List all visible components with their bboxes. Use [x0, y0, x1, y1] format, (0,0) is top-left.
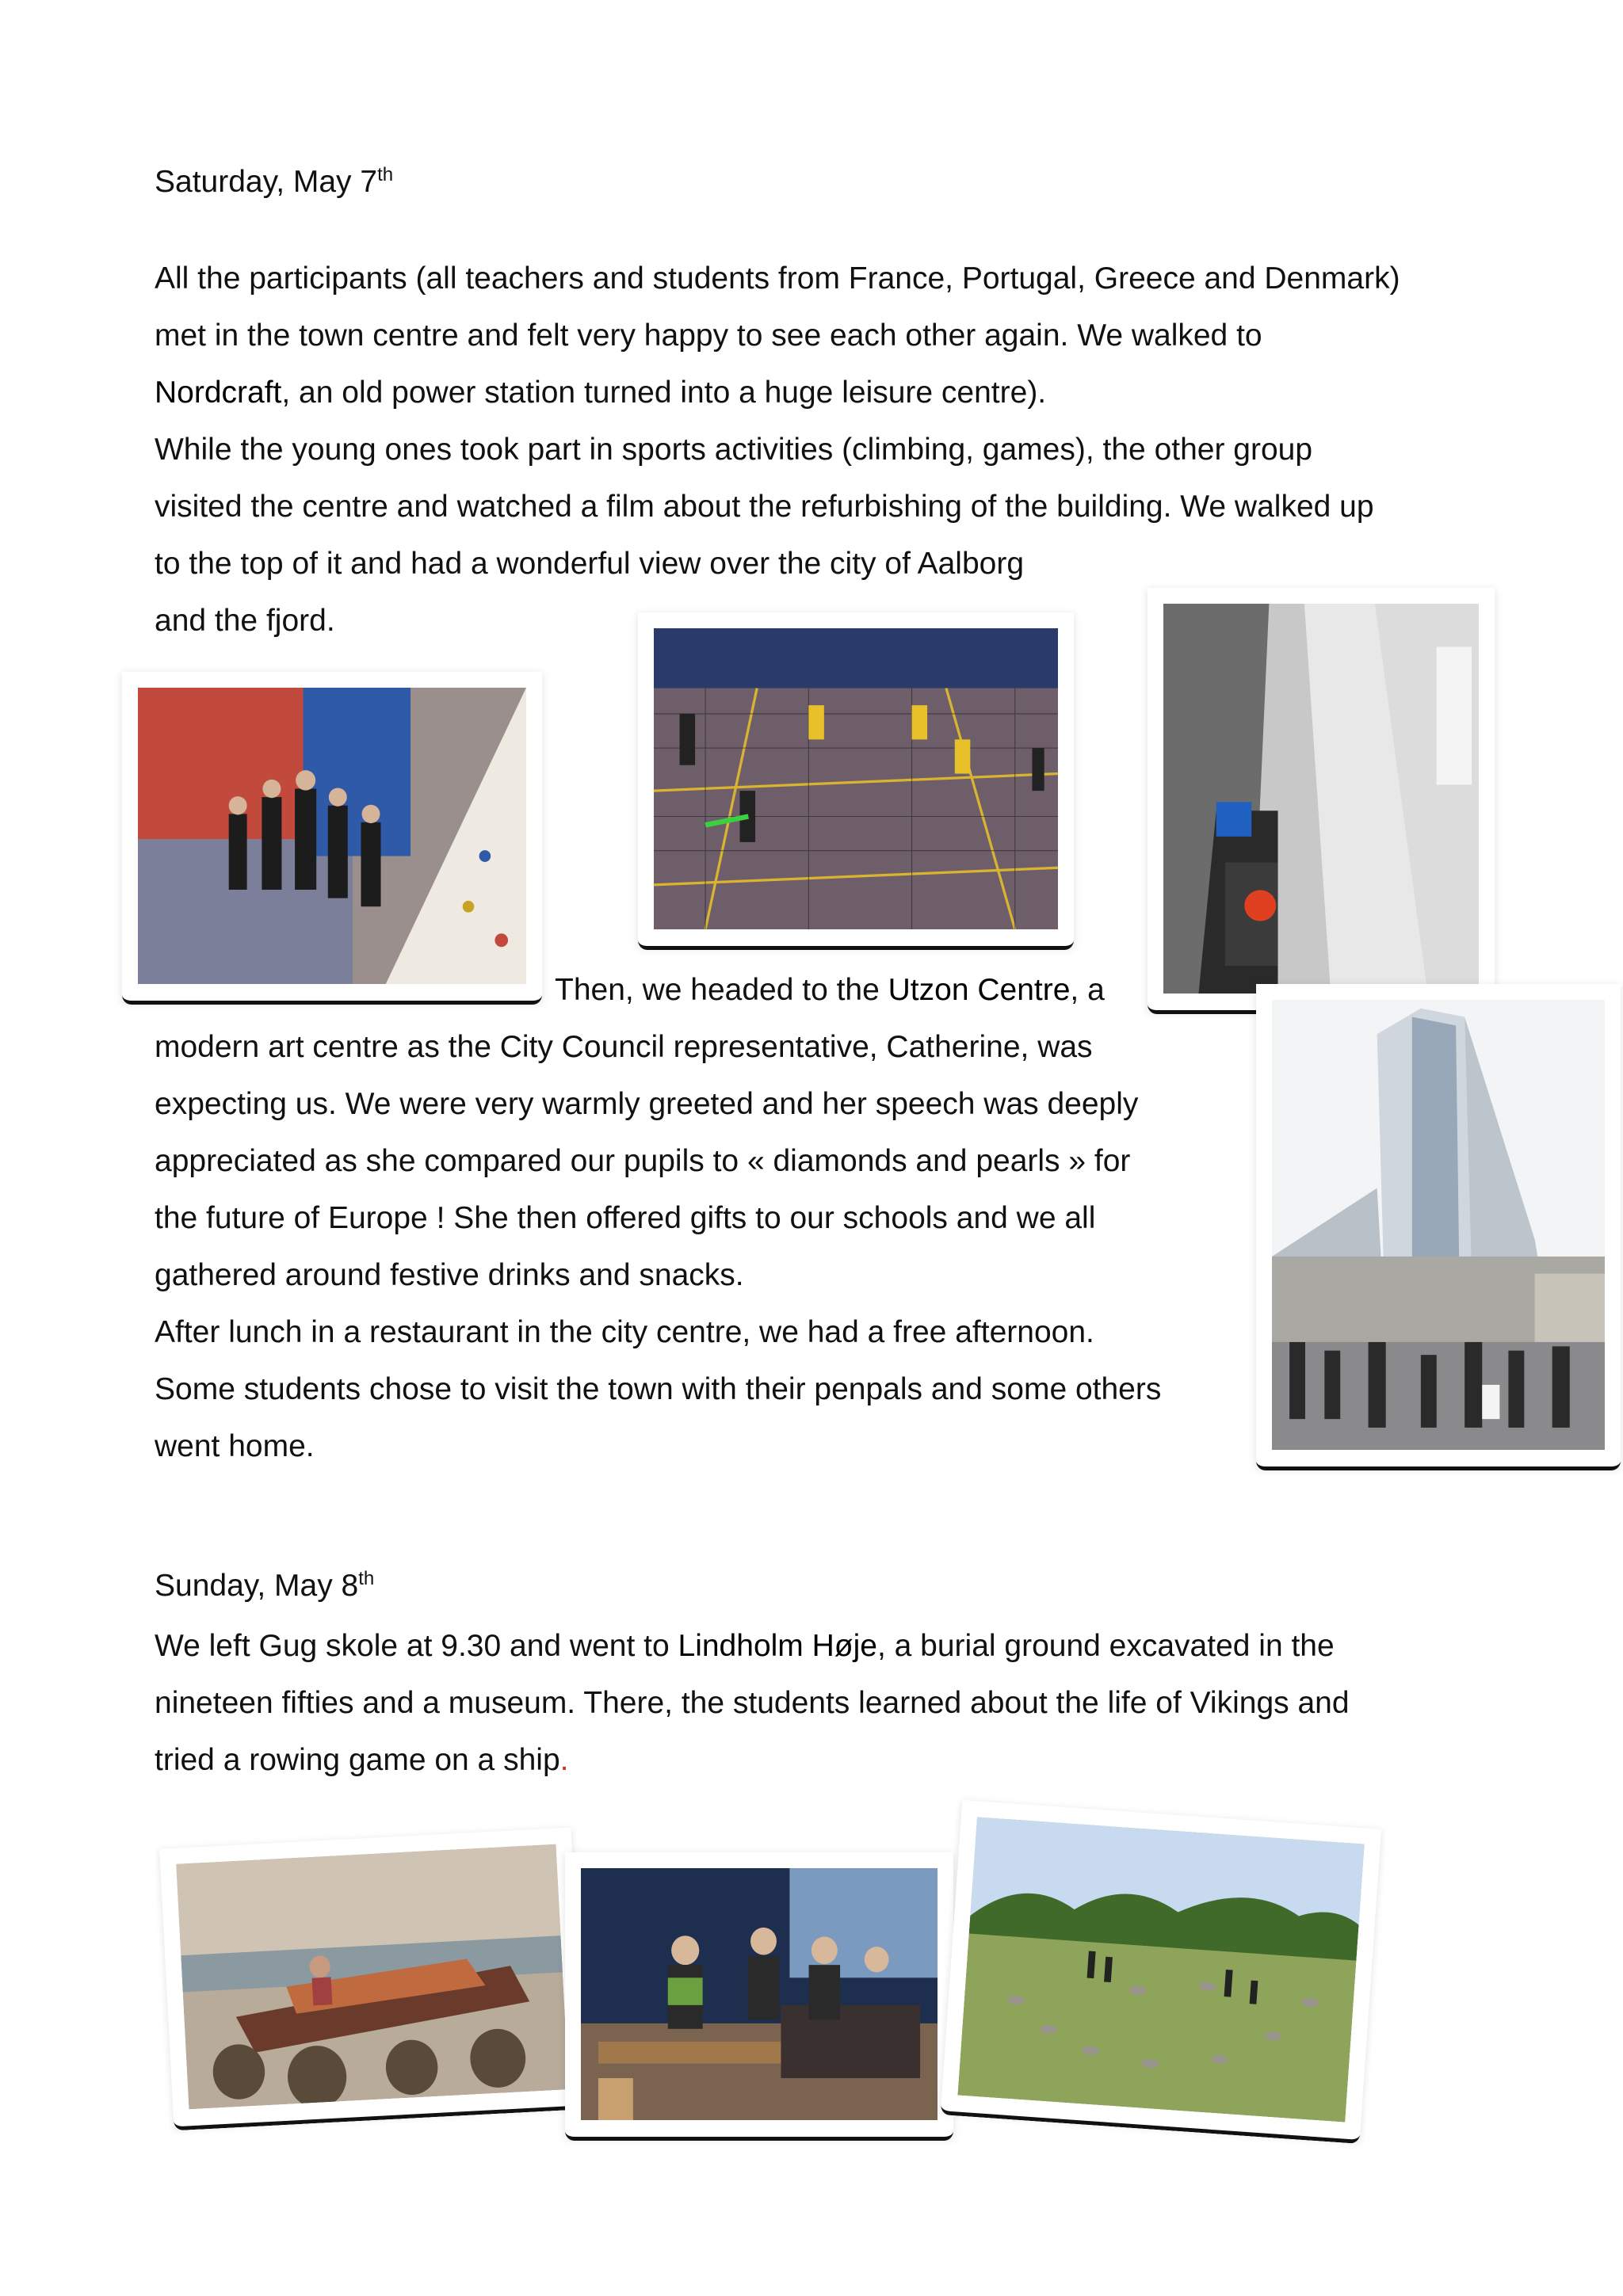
- nordcraft-name: Nordcraft: [155, 376, 282, 410]
- utzon-centre-name: Utzon Centre: [888, 973, 1071, 1007]
- saturday-para2-line-6: gathered around festive drinks and snacks.: [155, 1258, 744, 1292]
- saturday-para2-line-7: After lunch in a restaurant in the city centre, we had a free afternoon.: [155, 1315, 1094, 1349]
- viking-exhibit-image: [176, 1844, 569, 2110]
- saturday-line-4: While the young ones took part in sports activities (climbing, games), the other group: [155, 433, 1313, 467]
- climbing-group-image: [138, 688, 526, 984]
- saturday-para2-line-9: went home.: [155, 1429, 315, 1463]
- saturday-para2-line-8: Some students chose to visit the town with their penpals and some others: [155, 1372, 1162, 1406]
- rowing-game-image: [581, 1868, 938, 2120]
- saturday-line-6: to the top of it and had a wonderful view over the city of Aalborg: [155, 547, 1025, 581]
- photo-sports-hall: [638, 612, 1074, 947]
- lindholm-hoje-name: Lindholm Høje: [678, 1629, 877, 1663]
- saturday-line-1: All the participants (all teachers and students from France, Portugal, Greece and Denmark): [155, 261, 1400, 296]
- saturday-line-2: met in the town centre and felt very happy to see each other again. We walked to: [155, 318, 1262, 353]
- sunday-line-3: tried a rowing game on a ship.: [155, 1743, 569, 1777]
- saturday-line-5: visited the centre and watched a film about the refurbishing of the building. We walked up: [155, 490, 1374, 524]
- sports-hall-image: [654, 628, 1058, 929]
- photo-rowing-game: [565, 1852, 953, 2138]
- photo-utzon-centre: [1256, 984, 1621, 1467]
- utzon-centre-image: [1272, 1000, 1605, 1450]
- sunday-heading: Sunday, May 8th: [155, 1568, 375, 1603]
- sunday-line-2: nineteen fifties and a museum. There, the students learned about the life of Vikings and: [155, 1686, 1350, 1720]
- photo-lindholm-hoje: [941, 1800, 1381, 2141]
- saturday-para2-line-1: Then, we headed to the Utzon Centre, a: [555, 973, 1105, 1007]
- saturday-para2-line-3: expecting us. We were very warmly greeted and her speech was deeply: [155, 1087, 1139, 1121]
- saturday-para2-line-4: appreciated as she compared our pupils to « diamonds and pearls » for: [155, 1144, 1131, 1178]
- saturday-para2-line-5: the future of Europe ! She then offered gifts to our schools and we all: [155, 1201, 1096, 1235]
- saturday-line-7: and the fjord.: [155, 604, 335, 638]
- sunday-line-1: We left Gug skole at 9.30 and went to Lindholm Høje, a burial ground excavated in the: [155, 1629, 1335, 1663]
- saturday-heading: Saturday, May 7th: [155, 164, 394, 199]
- climbing-wall-image: [1163, 604, 1479, 994]
- photo-climbing-wall: [1148, 588, 1495, 1011]
- saturday-para2-line-2: modern art centre as the City Council representative, Catherine, was: [155, 1030, 1093, 1064]
- photo-climbing-group: [122, 672, 542, 1001]
- lindholm-hoje-image: [957, 1817, 1364, 2122]
- saturday-line-3: Nordcraft, an old power station turned into a huge leisure centre).: [155, 376, 1047, 410]
- photo-viking-exhibit: [159, 1828, 586, 2128]
